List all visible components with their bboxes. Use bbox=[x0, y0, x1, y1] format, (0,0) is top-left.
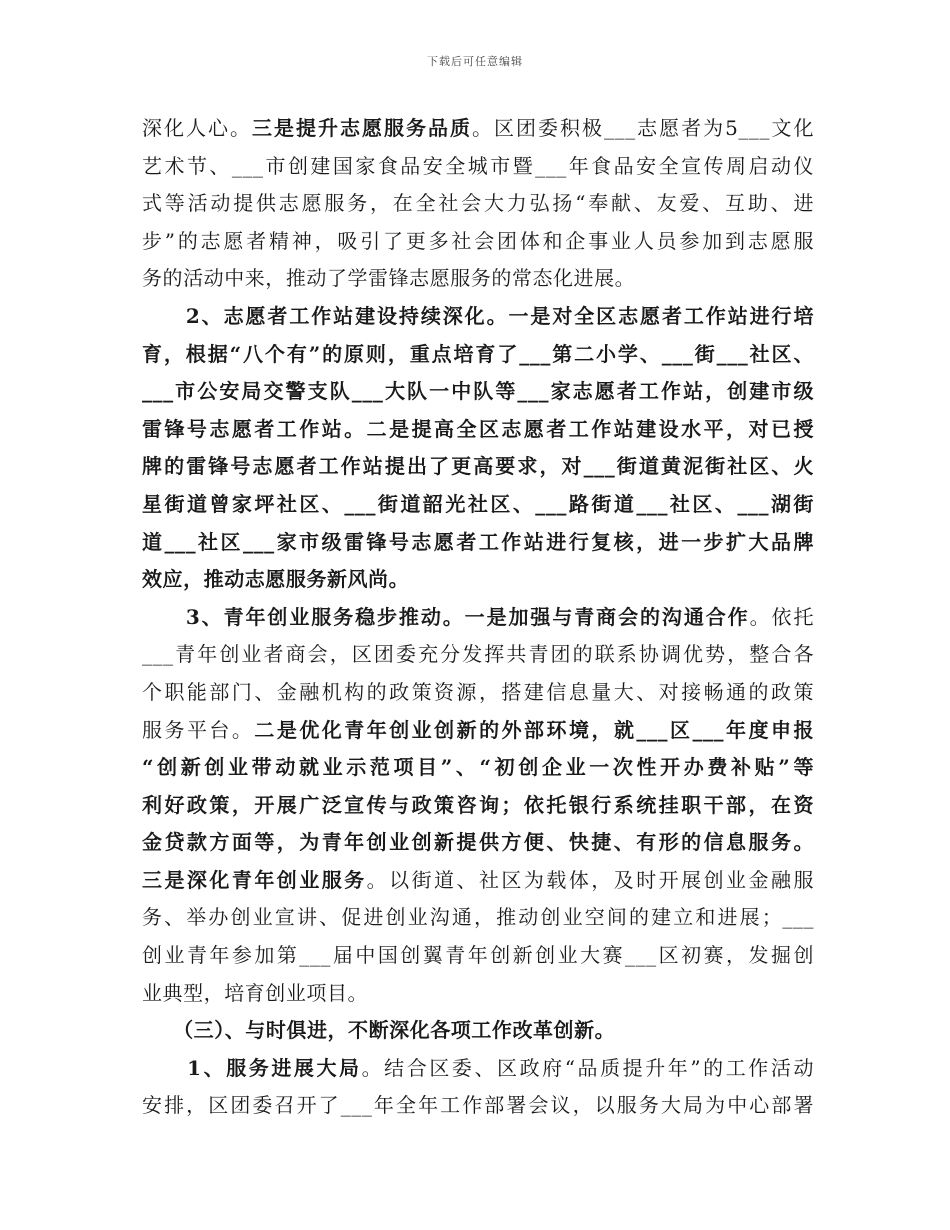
text-line bbox=[142, 975, 814, 1013]
bold-text-span: “创新创业带动就业示范项目”、“初创企业一次性开办费补贴”等 bbox=[142, 755, 814, 780]
text-line bbox=[142, 749, 814, 787]
text-span: 。结合区委、区政府“品质提升年”的工作活动 bbox=[361, 1055, 814, 1080]
text-span: ___青年创业者商会，区团委充分发挥共青团的联系协调优势，整合各 bbox=[142, 642, 814, 667]
text-line bbox=[142, 373, 814, 411]
bold-text-span: 1、服务进展大局 bbox=[142, 1055, 362, 1080]
bold-text-span: 雷锋号志愿者工作站。二是提高全区志愿者工作站建设水平，对已授 bbox=[142, 416, 814, 441]
text-span: 务、举办创业宣讲、促进创业沟通，推动创业空间的建立和进展；___ bbox=[142, 905, 814, 930]
text-line bbox=[142, 260, 814, 298]
text-line bbox=[142, 185, 814, 223]
bold-text-span: 二是优化青年创业创新的外部环境，就___区___年度申报 bbox=[254, 717, 814, 742]
bold-text-span: 牌的雷锋号志愿者工作站提出了更高要求，对___街道黄泥街社区、火 bbox=[142, 454, 814, 479]
text-line bbox=[142, 448, 814, 486]
bold-text-span: 育，根据“八个有”的原则，重点培育了___第二小学、___街___社区、 bbox=[142, 341, 814, 366]
bold-text-span: 三是深化青年创业服务 bbox=[142, 867, 367, 892]
text-span: 。依托 bbox=[749, 604, 814, 629]
text-line bbox=[142, 636, 814, 674]
text-span: 个职能部门、金融机构的政策资源，搭建信息量大、对接畅通的政策 bbox=[142, 679, 814, 704]
text-line bbox=[142, 336, 814, 374]
text-line bbox=[142, 862, 814, 900]
text-line bbox=[142, 486, 814, 524]
bold-text-span: 道___社区___家市级雷锋号志愿者工作站进行复核，进一步扩大品牌 bbox=[142, 529, 814, 554]
text-line bbox=[142, 787, 814, 825]
text-line bbox=[142, 1087, 814, 1125]
bold-text-span: 2、志愿者工作站建设持续深化。一是对全区志愿者工作站进行培 bbox=[142, 303, 814, 328]
text-span: 务的活动中来，推动了学雷锋志愿服务的常态化进展。 bbox=[142, 266, 636, 291]
text-line bbox=[142, 411, 814, 449]
bold-text-span: 星街道曾家坪社区、___街道韶光社区、___路街道___社区、___湖街 bbox=[142, 491, 814, 516]
text-line bbox=[142, 674, 814, 712]
bold-text-span: 金贷款方面等，为青年创业创新提供方便、快捷、有形的信息服务。 bbox=[142, 830, 814, 855]
text-line bbox=[142, 599, 814, 637]
text-line bbox=[142, 899, 814, 937]
bold-text-span: 效应，推动志愿服务新风尚。 bbox=[142, 567, 410, 592]
text-line bbox=[142, 1050, 814, 1088]
text-span: 深化人心。 bbox=[142, 116, 252, 140]
text-span: 步”的志愿者精神，吸引了更多社会团体和企事业人员参加到志愿服 bbox=[142, 228, 814, 253]
text-span: 。以街道、社区为载体，及时开展创业金融服 bbox=[366, 867, 814, 892]
text-line bbox=[142, 824, 814, 862]
text-line bbox=[142, 937, 814, 975]
bold-text-span: （三）、与时俱进，不断深化各项工作改革创新。 bbox=[142, 1018, 616, 1043]
text-line bbox=[142, 1012, 814, 1050]
text-line bbox=[142, 110, 814, 148]
text-span: 式等活动提供志愿服务，在全社会大力弘扬“奉献、友爱、互助、进 bbox=[142, 191, 814, 216]
text-line bbox=[142, 561, 814, 599]
bold-text-span: ___市公安局交警支队___大队一中队等___家志愿者工作站，创建市级 bbox=[142, 379, 814, 404]
text-span: 创业青年参加第___届中国创翼青年创新创业大赛___区初赛，发掘创 bbox=[142, 943, 814, 968]
bold-text-span: 3、青年创业服务稳步推动。一是加强与青商会的沟通合作 bbox=[142, 604, 750, 629]
text-span: 业典型，培育创业项目。 bbox=[142, 980, 369, 1005]
text-line bbox=[142, 148, 814, 186]
bold-text-span: 三是提升志愿服务品质 bbox=[252, 116, 472, 140]
page-header: 下载后可任意编辑 bbox=[427, 55, 523, 68]
text-line bbox=[142, 524, 814, 562]
text-line bbox=[142, 298, 814, 336]
text-span: 艺术节、___市创建国家食品安全城市暨___年食品安全宣传周启动仪 bbox=[142, 153, 814, 178]
text-line bbox=[142, 712, 814, 750]
text-span: 安排，区团委召开了___年全年工作部署会议，以服务大局为中心部署 bbox=[142, 1093, 814, 1118]
text-span: 。区团委积极___志愿者为5___文化 bbox=[472, 116, 814, 140]
text-span: 服务平台。 bbox=[142, 717, 255, 742]
bold-text-span: 利好政策，开展广泛宣传与政策咨询；依托银行系统挂职干部，在资 bbox=[142, 792, 814, 817]
document-body bbox=[142, 110, 814, 1125]
text-line bbox=[142, 223, 814, 261]
